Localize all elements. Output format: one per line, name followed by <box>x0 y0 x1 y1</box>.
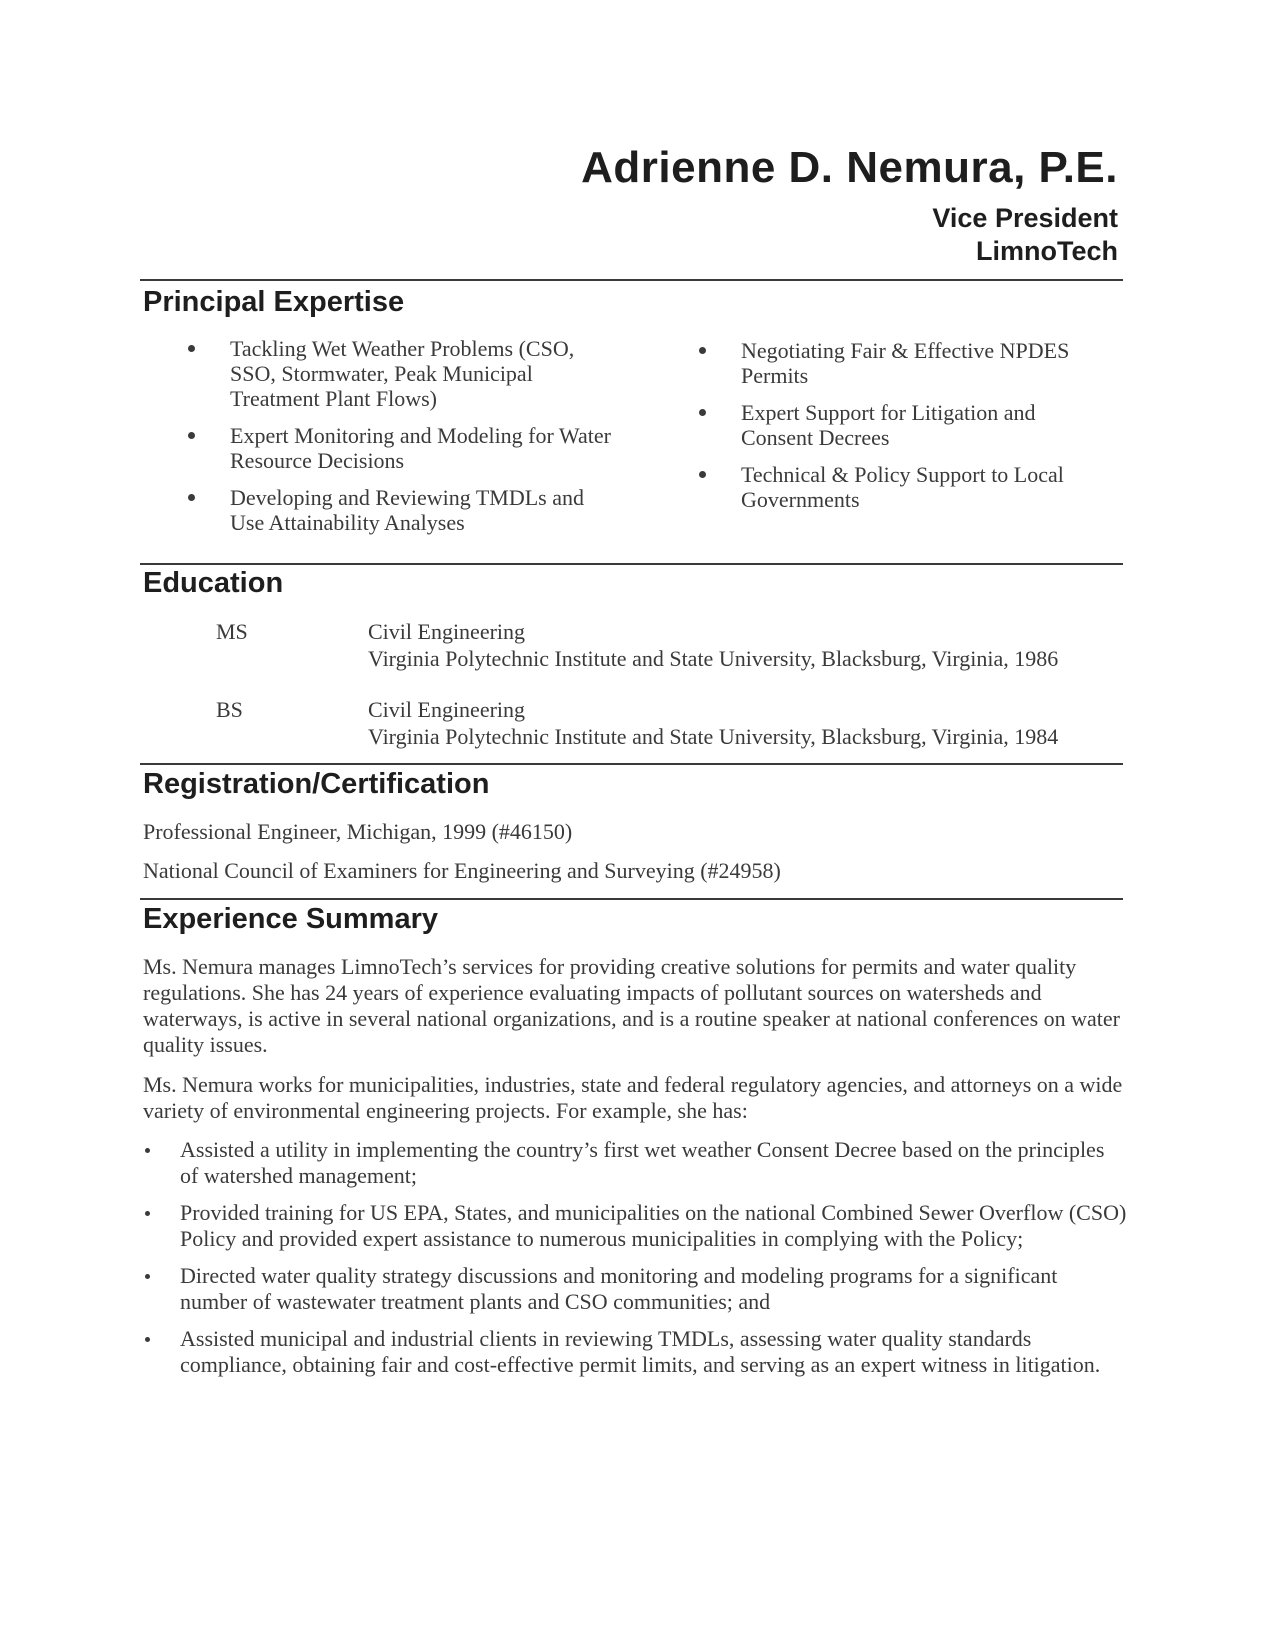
section-heading-education: Education <box>143 567 284 599</box>
bullet-icon <box>188 432 195 439</box>
expertise-item: Tackling Wet Weather Problems (CSO, SSO, Stormwater, Peak Municipal Treatment Plant Flows) <box>188 336 618 411</box>
section-heading-registration: Registration/Certification <box>143 768 490 800</box>
education-field: Civil Engineering <box>368 697 526 722</box>
list-item: Assisted municipal and industrial clients in reviewing TMDLs, assessing water quality standards compliance, obtaining fair and cost-effective permit limits, and serving as an expert witness in litigation. <box>143 1326 1128 1378</box>
education-school: Virginia Polytechnic Institute and State University, Blacksburg, Virginia, 1986 <box>368 646 1059 671</box>
experience-paragraph: Ms. Nemura manages LimnoTech’s services for providing creative solutions for permits and water quality regulations. She has 24 years of experience evaluating impacts of pollutant sources on watersheds and waterways, is active in several national organizations, and is a routine speaker at national conferences on water quality issues. <box>143 954 1120 1057</box>
certification-line: Professional Engineer, Michigan, 1999 (#46150) <box>143 819 573 844</box>
list-item: Provided training for US EPA, States, and municipalities on the national Combined Sewer Overflow (CSO) Policy and provided expert assistance to numerous municipalities in complying with the Policy; <box>143 1200 1128 1252</box>
section-divider <box>140 763 1123 765</box>
education-degree: MS <box>216 619 248 644</box>
bullet-icon <box>699 471 706 478</box>
bullet-icon <box>145 1211 150 1216</box>
person-name: Adrienne D. Nemura, P.E. <box>581 143 1118 192</box>
experience-paragraph: Ms. Nemura works for municipalities, industries, state and federal regulatory agencies, and attorneys on a wide variety of environmental engineering projects. For example, she has: <box>143 1072 1123 1123</box>
certification-line: National Council of Examiners for Engineering and Surveying (#24958) <box>143 858 781 883</box>
expertise-item: Expert Monitoring and Modeling for Water Resource Decisions <box>188 423 618 473</box>
section-heading-experience: Experience Summary <box>143 903 438 935</box>
section-heading-principal-expertise: Principal Expertise <box>143 286 405 318</box>
education-degree: BS <box>216 697 243 722</box>
company-name: LimnoTech <box>975 236 1118 266</box>
section-divider <box>140 279 1123 281</box>
bullet-icon <box>145 1148 150 1153</box>
bullet-icon <box>699 347 706 354</box>
section-divider <box>140 898 1123 900</box>
expertise-item: Technical & Policy Support to Local Governments <box>699 462 1109 512</box>
bullet-icon <box>699 409 706 416</box>
bullet-icon <box>145 1337 150 1342</box>
education-field: Civil Engineering <box>368 619 526 644</box>
expertise-list-right <box>699 338 1109 524</box>
bullet-icon <box>188 494 195 501</box>
expertise-list-left <box>188 336 618 547</box>
job-title: Vice President <box>932 203 1118 233</box>
expertise-item: Developing and Reviewing TMDLs and Use Attainability Analyses <box>188 485 618 535</box>
section-divider <box>140 563 1123 565</box>
bullet-icon <box>188 345 195 352</box>
list-item: Assisted a utility in implementing the country’s first wet weather Consent Decree based on the principles of watershed management; <box>143 1137 1128 1189</box>
expertise-item: Expert Support for Litigation and Consent Decrees <box>699 400 1109 450</box>
bullet-icon <box>145 1274 150 1279</box>
education-school: Virginia Polytechnic Institute and State University, Blacksburg, Virginia, 1984 <box>368 724 1059 749</box>
list-item: Directed water quality strategy discussions and monitoring and modeling programs for a significant number of wastewater treatment plants and CSO communities; and <box>143 1263 1128 1315</box>
experience-list <box>143 1137 1128 1389</box>
expertise-item: Negotiating Fair & Effective NPDES Permits <box>699 338 1109 388</box>
